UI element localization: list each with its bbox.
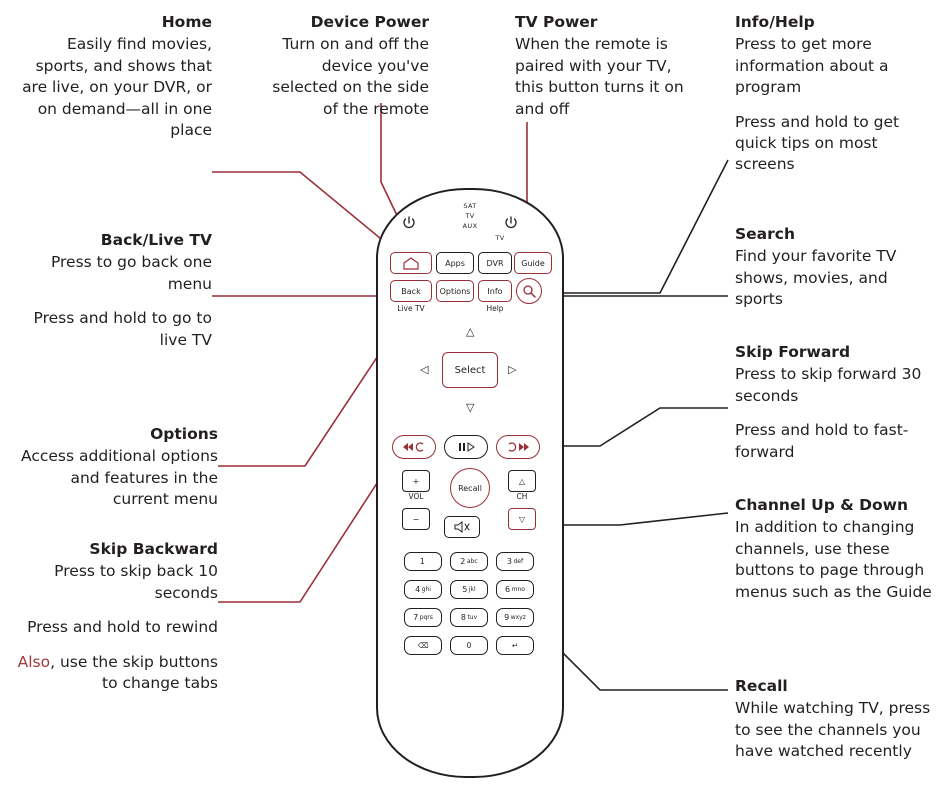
apps-button[interactable]: Apps — [436, 252, 474, 274]
info-sublabel: Help — [486, 304, 504, 313]
guide-button[interactable]: Guide — [514, 252, 552, 274]
channel-label: CH — [516, 492, 528, 501]
dpad-left-button[interactable]: ◁ — [420, 363, 429, 376]
keypad-key-3[interactable] — [496, 552, 534, 571]
callout-skip-backward — [12, 539, 218, 694]
volume-label: VOL — [408, 492, 424, 501]
search-icon — [522, 284, 537, 299]
channel-down-button[interactable]: ▽ — [508, 508, 536, 530]
back-button[interactable]: Back — [390, 280, 432, 302]
keypad-letters: tuv — [467, 614, 478, 621]
callout-info-help-body2: Press and hold to get quick tips on most screens — [735, 112, 900, 174]
callout-tv-power — [515, 12, 687, 120]
skip-forward-button[interactable] — [496, 435, 540, 459]
callout-home-title: Home — [161, 13, 212, 31]
keypad-digit: 4 — [415, 585, 421, 594]
select-button[interactable]: Select — [442, 352, 498, 388]
callout-search — [735, 224, 935, 311]
callout-skip-backward-body3 — [12, 652, 218, 695]
back-sublabel: Live TV — [397, 304, 425, 313]
search-button[interactable] — [516, 278, 542, 304]
keypad-key-7[interactable] — [404, 608, 442, 627]
dvr-button[interactable]: DVR — [478, 252, 512, 274]
keypad-letters: mno — [511, 586, 525, 593]
callout-device-power-title: Device Power — [310, 13, 429, 31]
device-mode-sat-label: SAT — [463, 202, 477, 210]
home-icon — [402, 256, 420, 271]
keypad-digit: 8 — [460, 613, 466, 622]
keypad-key-4[interactable] — [404, 580, 442, 599]
callout-recall — [735, 676, 931, 763]
callout-skip-forward — [735, 342, 931, 463]
skip-forward-icon — [505, 441, 531, 453]
play-pause-button[interactable] — [444, 435, 488, 459]
callout-skip-backward-body3-rest: , use the skip buttons to change tabs — [50, 652, 218, 692]
keypad-letters: wxyz — [510, 614, 526, 621]
keypad-key-6[interactable] — [496, 580, 534, 599]
info-button[interactable]: Info — [478, 280, 512, 302]
callout-channel-up-down — [735, 495, 937, 603]
volume-down-button[interactable]: − — [402, 508, 430, 530]
power-icon — [503, 215, 519, 231]
keypad-letters: abc — [466, 558, 478, 565]
channel-up-button[interactable]: △ — [508, 470, 536, 492]
callout-skip-backward-body2: Press and hold to rewind — [27, 618, 218, 637]
callout-search-title: Search — [735, 225, 796, 243]
callout-skip-backward-title: Skip Backward — [89, 540, 218, 558]
also-emphasis: Also — [17, 652, 51, 671]
callout-device-power-body: Turn on and off the device you've selected on the side of the remote — [272, 35, 429, 118]
callout-back-live-tv-body: Press to go back one menu — [50, 253, 212, 293]
callout-home — [18, 12, 212, 141]
callout-info-help-title: Info/Help — [735, 13, 815, 31]
dpad-right-button[interactable]: ▷ — [508, 363, 517, 376]
callout-back-live-tv — [18, 230, 212, 351]
keypad-letters: pqrs — [419, 614, 433, 621]
volume-up-button[interactable]: + — [402, 470, 430, 492]
dpad-down-button[interactable]: ▽ — [466, 401, 475, 414]
callout-tv-power-title: TV Power — [515, 13, 598, 31]
keypad-letters: ghi — [421, 586, 431, 593]
callout-options — [18, 424, 218, 511]
keypad-digit: 7 — [413, 613, 419, 622]
remote-body — [376, 188, 564, 778]
callout-back-live-tv-title: Back/Live TV — [100, 231, 212, 249]
device-power-button[interactable] — [398, 212, 420, 234]
tv-power-sublabel: TV — [495, 234, 505, 242]
callout-recall-body: While watching TV, press to see the channels you have watched recently — [735, 699, 931, 761]
keypad-letters: def — [513, 558, 524, 565]
callout-skip-backward-body: Press to skip back 10 seconds — [54, 562, 218, 602]
power-icon — [401, 215, 417, 231]
dpad-up-button[interactable]: △ — [466, 325, 475, 338]
callout-tv-power-body: When the remote is paired with your TV, this button turns it on and off — [515, 35, 684, 118]
keypad-digit: 2 — [460, 557, 466, 566]
keypad-digit: 5 — [462, 585, 468, 594]
device-mode-tv-label: TV — [465, 212, 475, 220]
callout-skip-forward-body: Press to skip forward 30 seconds — [735, 365, 922, 405]
device-mode-aux-label: AUX — [462, 222, 478, 230]
keypad-key-0[interactable]: 0 — [450, 636, 488, 655]
keypad-digit: 3 — [506, 557, 512, 566]
mute-button[interactable] — [444, 516, 480, 538]
home-button[interactable] — [390, 252, 432, 274]
callout-info-help-body: Press to get more information about a program — [735, 35, 889, 97]
options-button[interactable]: Options — [436, 280, 474, 302]
callout-options-body: Access additional options and features in the current menu — [21, 447, 218, 509]
keypad-key-5[interactable] — [450, 580, 488, 599]
keypad-letters: jkl — [468, 586, 476, 593]
delete-button[interactable]: ⌫ — [404, 636, 442, 655]
skip-back-icon — [401, 441, 427, 453]
keypad-digit: 9 — [504, 613, 510, 622]
callout-search-body: Find your favorite TV shows, movies, and sports — [735, 247, 897, 309]
keypad-digit: 1 — [419, 557, 425, 566]
callout-info-help — [735, 12, 931, 176]
play-pause-icon — [454, 441, 478, 453]
callout-options-title: Options — [150, 425, 218, 443]
callout-back-live-tv-body2: Press and hold to go to live TV — [33, 309, 212, 349]
callout-channel-up-down-title: Channel Up & Down — [735, 496, 909, 514]
tv-power-button[interactable] — [500, 212, 522, 234]
keypad-key-8[interactable] — [450, 608, 488, 627]
callout-device-power — [253, 12, 429, 120]
callout-home-body: Easily find movies, sports, and shows that are live, on your DVR, or on demand—all in one place — [22, 35, 212, 139]
keypad-digit: 6 — [505, 585, 511, 594]
callout-skip-forward-body2: Press and hold to fast-forward — [735, 421, 909, 461]
keypad-key-1[interactable] — [404, 552, 442, 571]
skip-backward-button[interactable] — [392, 435, 436, 459]
keypad-key-9[interactable] — [496, 608, 534, 627]
callout-skip-forward-title: Skip Forward — [735, 343, 851, 361]
callout-recall-title: Recall — [735, 677, 788, 695]
mute-icon — [453, 521, 471, 533]
callout-channel-up-down-body: In addition to changing channels, use these buttons to page through menus such as the Guide — [735, 518, 932, 601]
recall-button[interactable]: Recall — [450, 468, 490, 508]
enter-button[interactable]: ↵ — [496, 636, 534, 655]
keypad-key-2[interactable] — [450, 552, 488, 571]
